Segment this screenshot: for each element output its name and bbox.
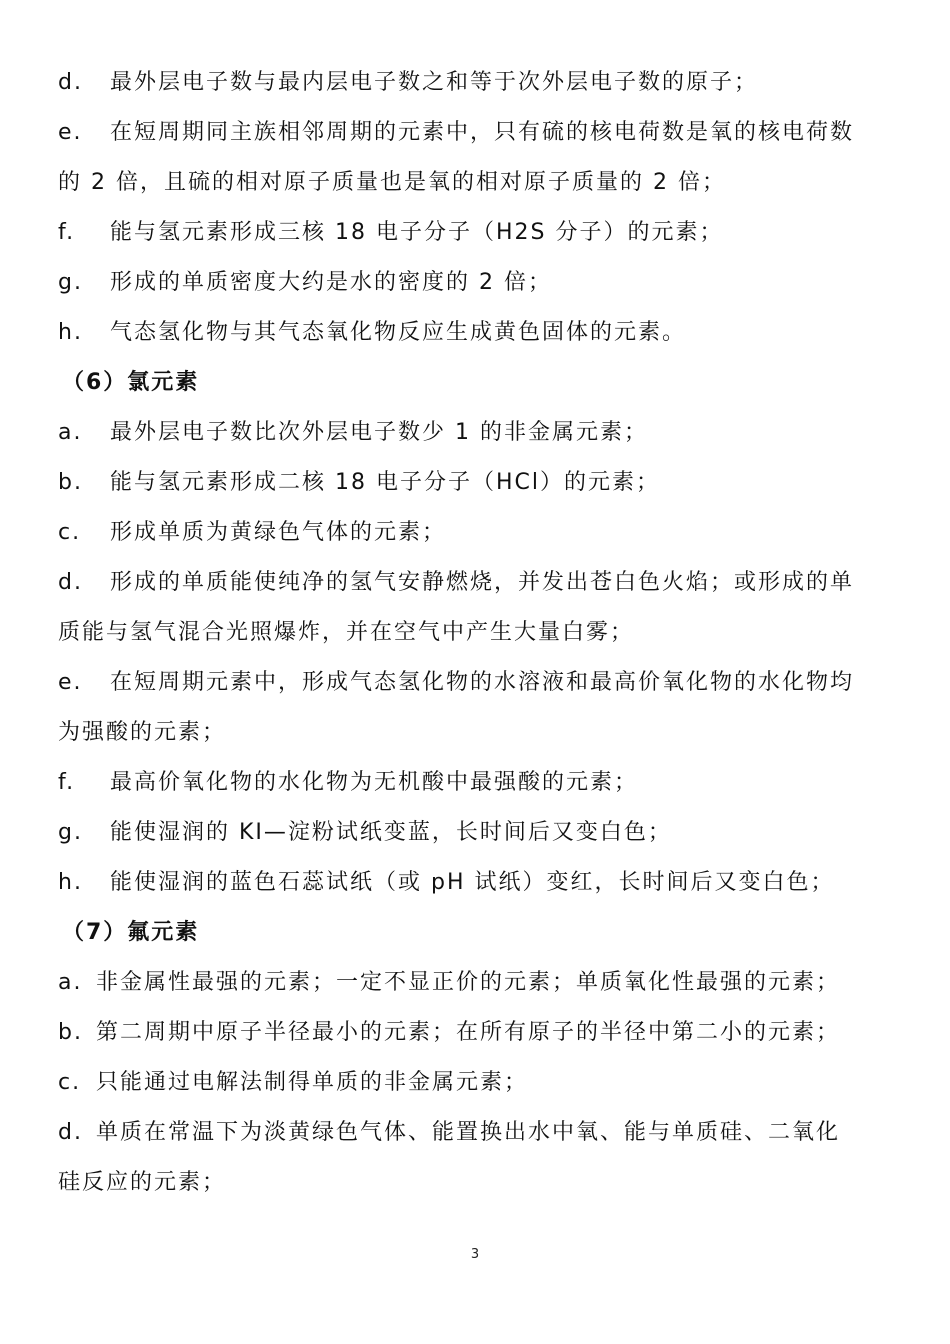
item-label: g. [58,820,83,845]
item-label: a. [58,420,83,445]
fluorine-item-c [58,1058,894,1108]
item-text: 第二周期中原子半径最小的元素；在所有原子的半径中第二小的元素； [96,1020,841,1045]
chlorine-item-a [58,408,894,458]
item-text: 只能通过电解法制得单质的非金属元素； [96,1070,529,1095]
item-text: 最外层电子数比次外层电子数少 1 的非金属元素； [110,420,648,445]
chlorine-item-e-continued: 为强酸的元素； [58,720,227,745]
item-text: 最高价氧化物的水化物为无机酸中最强酸的元素； [110,770,639,795]
item-text: 气态氢化物与其气态氧化物反应生成黄色固体的元素。 [110,320,687,345]
chlorine-item-c [58,508,894,558]
item-label: d. [58,70,83,95]
item-label: c. [58,520,82,545]
chlorine-item-e [58,658,894,708]
item-label: h. [58,870,83,895]
section-heading-chlorine: （6）氯元素 [62,370,200,395]
item-label: b. [58,1020,83,1045]
sulfur-item-e [58,108,894,158]
chlorine-item-h [58,858,894,908]
fluorine-item-b [58,1008,894,1058]
item-text: 单质在常温下为淡黄绿色气体、能置换出水中氧、能与单质硅、二氧化 [96,1120,841,1145]
item-text: 形成的单质密度大约是水的密度的 2 倍； [110,270,552,295]
item-text: 能使湿润的蓝色石蕊试纸（或 pH 试纸）变红，长时间后又变白色； [110,870,835,895]
chlorine-item-b [58,458,894,508]
section-heading-fluorine: （7）氟元素 [62,920,200,945]
sulfur-item-e-continued: 的 2 倍，且硫的相对原子质量也是氧的相对原子质量的 2 倍； [58,170,726,195]
item-text: 在短周期同主族相邻周期的元素中，只有硫的核电荷数是氧的核电荷数 [110,120,855,145]
item-text: 最外层电子数与最内层电子数之和等于次外层电子数的原子； [110,70,759,95]
item-text: 能与氢元素形成二核 18 电子分子（HCl）的元素； [110,470,660,495]
item-label: a. [58,970,83,995]
item-label: d. [58,1120,83,1145]
item-text: 形成的单质能使纯净的氢气安静燃烧，并发出苍白色火焰；或形成的单 [110,570,855,595]
item-label: h. [58,320,83,345]
item-label: c. [58,1070,82,1095]
item-text: 非金属性最强的元素；一定不显正价的元素；单质氧化性最强的元素； [96,970,841,995]
chlorine-item-g [58,808,894,858]
item-label: b. [58,470,83,495]
item-text: 能使湿润的 KI—淀粉试纸变蓝，长时间后又变白色； [110,820,672,845]
sulfur-item-g [58,258,894,308]
item-text: 能与氢元素形成三核 18 电子分子（H2S 分子）的元素； [110,220,724,245]
sulfur-item-h [58,308,894,358]
chlorine-item-f [58,758,894,808]
sulfur-item-f [58,208,894,258]
item-text: 在短周期元素中，形成气态氢化物的水溶液和最高价氧化物的水化物均 [110,670,855,695]
item-label: e. [58,670,83,695]
item-text: 形成单质为黄绿色气体的元素； [110,520,447,545]
fluorine-item-d-continued: 硅反应的元素； [58,1170,227,1195]
item-label: f. [58,770,76,795]
fluorine-item-d [58,1108,894,1158]
chlorine-item-d-continued: 质能与氢气混合光照爆炸，并在空气中产生大量白雾； [58,620,635,645]
sulfur-item-d [58,58,894,108]
document-page [58,58,894,1208]
page-number: 3 [470,1247,480,1262]
fluorine-item-a [58,958,894,1008]
item-label: g. [58,270,83,295]
chlorine-item-d [58,558,894,608]
item-label: d. [58,570,83,595]
item-label: e. [58,120,83,145]
item-label: f. [58,220,76,245]
